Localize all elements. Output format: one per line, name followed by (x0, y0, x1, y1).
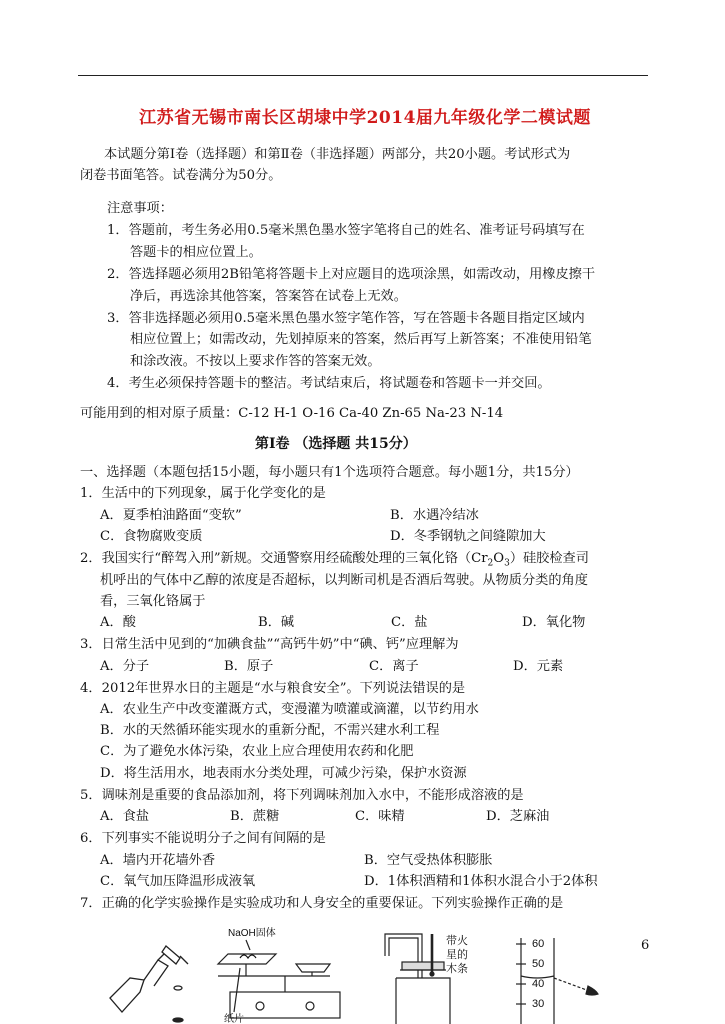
q6-option-c: C．氧气加压降温形成液氧 (100, 874, 256, 889)
q3-option-a: A．分子 (100, 659, 150, 674)
q4-option-a: A．农业生产中改变灌溉方式，变漫灌为喷灌或滴灌，以节约用水 (100, 702, 479, 717)
q6-option-b: B．空气受热体积膨胀 (364, 853, 493, 868)
q4-option-c: C．为了避免水体污染，农业上应合理使用农药和化肥 (100, 744, 414, 759)
notice-1-cont: 答题卡的相应位置上。 (130, 245, 262, 260)
atomic-masses: 可能用到的相对原子质量：C-12 H-1 O-16 Ca-40 Zn-65 Na-23 N-14 (80, 406, 504, 421)
cylinder-mark-30: 30 (532, 998, 545, 1010)
q2-option-b: B．碱 (258, 615, 295, 630)
page-number: 6 (641, 938, 650, 953)
q2-option-c: C．盐 (391, 615, 428, 630)
splint-label-1: 带火 (446, 935, 468, 947)
q1-stem: 1．生活中的下列现象，属于化学变化的是 (80, 486, 326, 501)
header-rule (78, 75, 648, 76)
cylinder-mark-40: 40 (532, 978, 545, 990)
figure-c-splint (385, 933, 468, 1024)
q2-stem-1-end: ）硅胶检查司 (509, 551, 589, 566)
q2-formula: $Cr_2O_3$ (471, 551, 510, 569)
notice-3-cont-2: 和涂改液。不按以上要求作答的答案无效。 (130, 354, 381, 369)
notice-heading: 注意事项： (107, 201, 173, 216)
splint-label-2: 星的 (446, 949, 468, 961)
q6-option-d: D．1体积酒精和1体积水混合小于2体积 (364, 874, 598, 889)
intro-line-2: 闭卷书面笔答。试卷满分为50分。 (80, 168, 282, 183)
notice-2-cont: 净后，再选涂其他答案，答案答在试卷上无效。 (130, 289, 407, 304)
q2-option-a: A．酸 (100, 615, 136, 630)
section-intro: 一、选择题（本题包括15小题，每小题只有1个选项符合题意。每小题1分，共15分） (80, 465, 579, 480)
page-title: 江苏省无锡市南长区胡埭中学2014届九年级化学二模试题 (139, 108, 591, 128)
q2-option-d: D．氧化物 (522, 615, 586, 630)
q1-option-b: B．水遇冷结冰 (390, 508, 479, 523)
notice-3-cont-1: 相应位置上；如需改动，先划掉原来的答案，然后再写上新答案；不准使用铅笔 (130, 332, 592, 347)
q2-stem-1-text: 2．我国实行“醉驾入刑”新规。交通警察用经硫酸处理的三氧化铬（ (80, 551, 472, 566)
q2-stem-2: 机呼出的气体中乙醇的浓度是否超标，以判断司机是否酒后驾驶。从物质分类的角度 (100, 573, 588, 588)
intro-line-1: 本试题分第Ⅰ卷（选择题）和第Ⅱ卷（非选择题）两部分，共20小题。考试形式为 (104, 147, 571, 162)
q5-option-c: C．味精 (355, 809, 405, 824)
q5-option-d: D．芝麻油 (486, 809, 550, 824)
notice-4: 4．考生必须保持答题卡的整洁。考试结束后，将试题卷和答题卡一并交回。 (107, 376, 551, 391)
q5-option-a: A．食盐 (100, 809, 150, 824)
q6-option-a: A．墙内开花墙外香 (100, 853, 216, 868)
q1-option-d: D．冬季钢轨之间缝隙加大 (390, 529, 546, 544)
q3-stem: 3．日常生活中见到的“加碘食盐”“高钙牛奶”中“碘、钙”应理解为 (80, 637, 459, 652)
q4-option-b: B．水的天然循环能实现水的重新分配，不需兴建水利工程 (100, 723, 440, 738)
paper-label: 纸片 (224, 1014, 244, 1024)
cylinder-mark-50: 50 (532, 958, 545, 970)
q1-option-c: C．食物腐败变质 (100, 529, 203, 544)
q7-figures (100, 920, 660, 1024)
q3-option-c: C．离子 (369, 659, 419, 674)
q2-stem-1 (80, 549, 589, 574)
q6-stem: 6．下列事实不能说明分子之间有间隔的是 (80, 831, 326, 846)
figure-a-pouring (110, 946, 188, 1022)
figure-b-balance (218, 926, 340, 1024)
figure-d-cylinder (516, 938, 598, 1024)
notice-1: 1．答题前，考生务必用0.5毫米黑色墨水签字笔将自己的姓名、准考证号码填写在 (107, 223, 585, 238)
q7-stem: 7．正确的化学实验操作是实验成功和人身安全的重要保证。下列实验操作正确的是 (80, 896, 564, 911)
q2-stem-3: 看，三氧化铬属于 (100, 594, 206, 609)
naoh-label: NaOH固体 (228, 928, 276, 939)
q4-stem: 4．2012年世界水日的主题是“水与粮食安全”。下列说法错误的是 (80, 681, 466, 696)
q3-option-b: B．原子 (224, 659, 274, 674)
q4-option-d: D．将生活用水，地表雨水分类处理，可减少污染，保护水资源 (100, 766, 467, 781)
section-title: 第Ⅰ卷 （选择题 共15分） (255, 436, 417, 452)
notice-3: 3．答非选择题必须用0.5毫米黑色墨水签字笔作答，写在答题卡各题目指定区域内 (107, 311, 585, 326)
q3-option-d: D．元素 (513, 659, 564, 674)
cylinder-mark-60: 60 (532, 938, 545, 950)
q1-option-a: A．夏季柏油路面“变软” (100, 508, 242, 523)
splint-label-3: 木条 (446, 963, 468, 975)
notice-2: 2．答选择题必须用2B铅笔将答题卡上对应题目的选项涂黑，如需改动，用橡皮擦干 (107, 267, 596, 282)
q5-option-b: B．蔗糖 (230, 809, 280, 824)
q5-stem: 5．调味剂是重要的食品添加剂，将下列调味剂加入水中，不能形成溶液的是 (80, 788, 524, 803)
